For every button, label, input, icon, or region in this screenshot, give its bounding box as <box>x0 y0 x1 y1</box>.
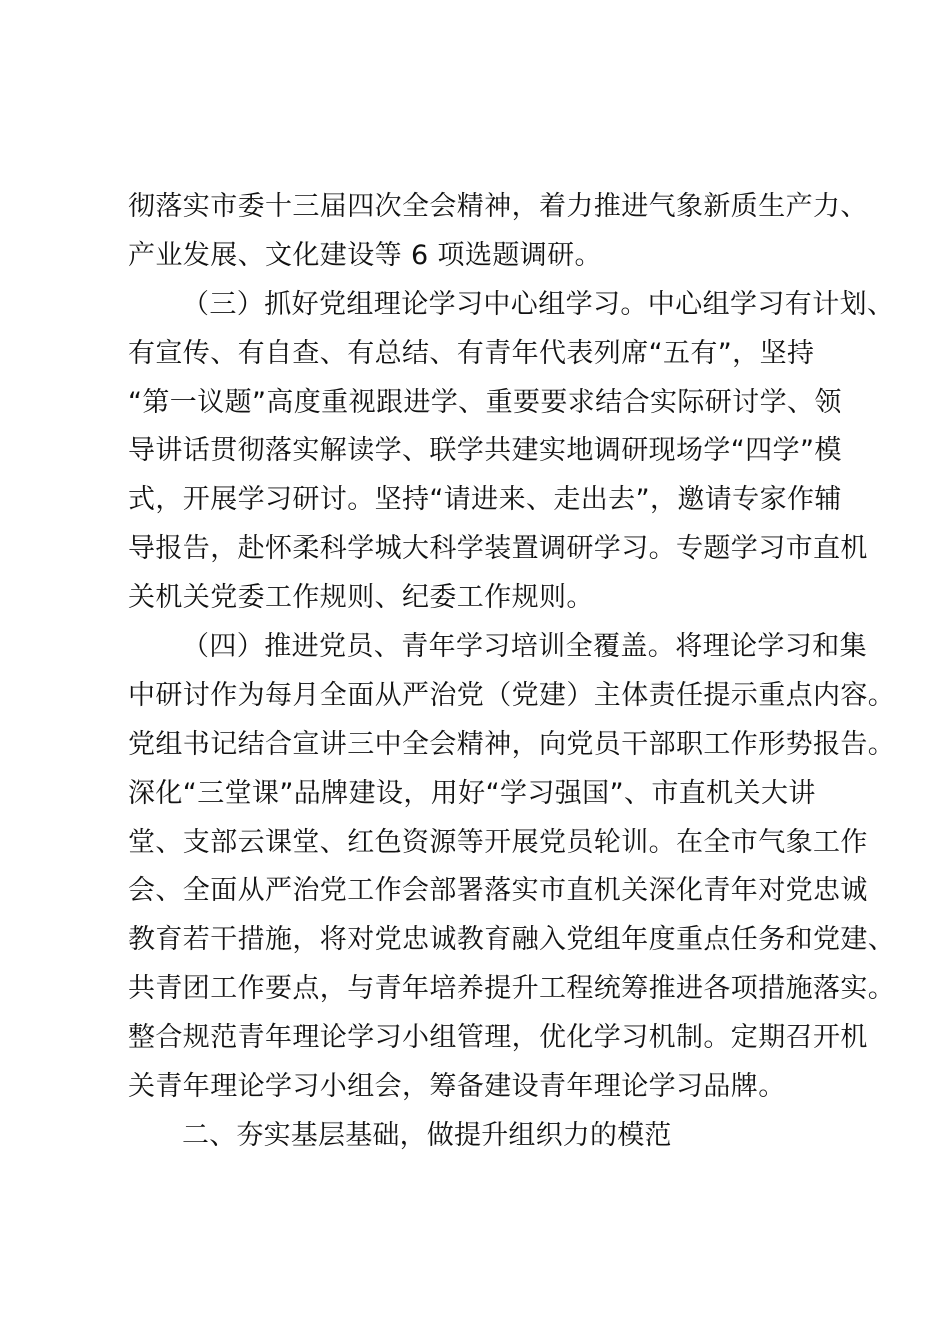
paragraph-line: 堂、支部云课堂、红色资源等开展党员轮训。在全市气象工作 <box>128 826 868 858</box>
paragraph-line: 会、全面从严治党工作会部署落实市直机关深化青年对党忠诚 <box>128 875 868 907</box>
paragraph-line: 深化“三堂课”品牌建设，用好“学习强国”、市直机关大讲 <box>128 777 816 809</box>
section-3-line: （三）抓好党组理论学习中心组学习。中心组学习有计划、 <box>182 288 895 320</box>
paragraph-line: 彻落实市委十三届四次全会精神，着力推进气象新质生产力、 <box>128 191 868 222</box>
paragraph-line: 中研讨作为每月全面从严治党（党建）主体责任提示重点内容。 <box>128 679 896 711</box>
paragraph-line: 关青年理论学习小组会，筹备建设青年理论学习品牌。 <box>128 1071 786 1103</box>
paragraph-line: 共青团工作要点，与青年培养提升工程统筹推进各项措施落实。 <box>128 973 896 1005</box>
paragraph-line: 导报告，赴怀柔科学城大科学装置调研学习。专题学习市直机 <box>128 533 868 565</box>
paragraph-line: 有宣传、有自查、有总结、有青年代表列席“五有”，坚持 <box>128 337 815 369</box>
section-4-line: （四）推进党员、青年学习培训全覆盖。将理论学习和集 <box>182 631 867 663</box>
paragraph-line: 关机关党委工作规则、纪委工作规则。 <box>128 582 594 614</box>
paragraph-line: 党组书记结合宣讲三中全会精神，向党员干部职工作形势报告。 <box>128 728 896 760</box>
section-heading: 二、夯实基层基础，做提升组织力的模范 <box>182 1119 672 1151</box>
paragraph-line: “第一议题”高度重视跟进学、重要要求结合实际研讨学、领 <box>128 386 842 418</box>
document-body <box>128 183 896 1161</box>
paragraph-line: 导讲话贯彻落实解读学、联学共建实地调研现场学“四学”模 <box>128 435 842 467</box>
paragraph-line: 整合规范青年理论学习小组管理，优化学习机制。定期召开机 <box>128 1022 868 1054</box>
paragraph-line: 式，开展学习研讨。坚持“请进来、走出去”，邀请专家作辅 <box>128 484 842 516</box>
paragraph-line: 产业发展、文化建设等 6 项选题调研。 <box>128 239 602 271</box>
paragraph-line: 教育若干措施，将对党忠诚教育融入党组年度重点任务和党建、 <box>128 924 896 956</box>
